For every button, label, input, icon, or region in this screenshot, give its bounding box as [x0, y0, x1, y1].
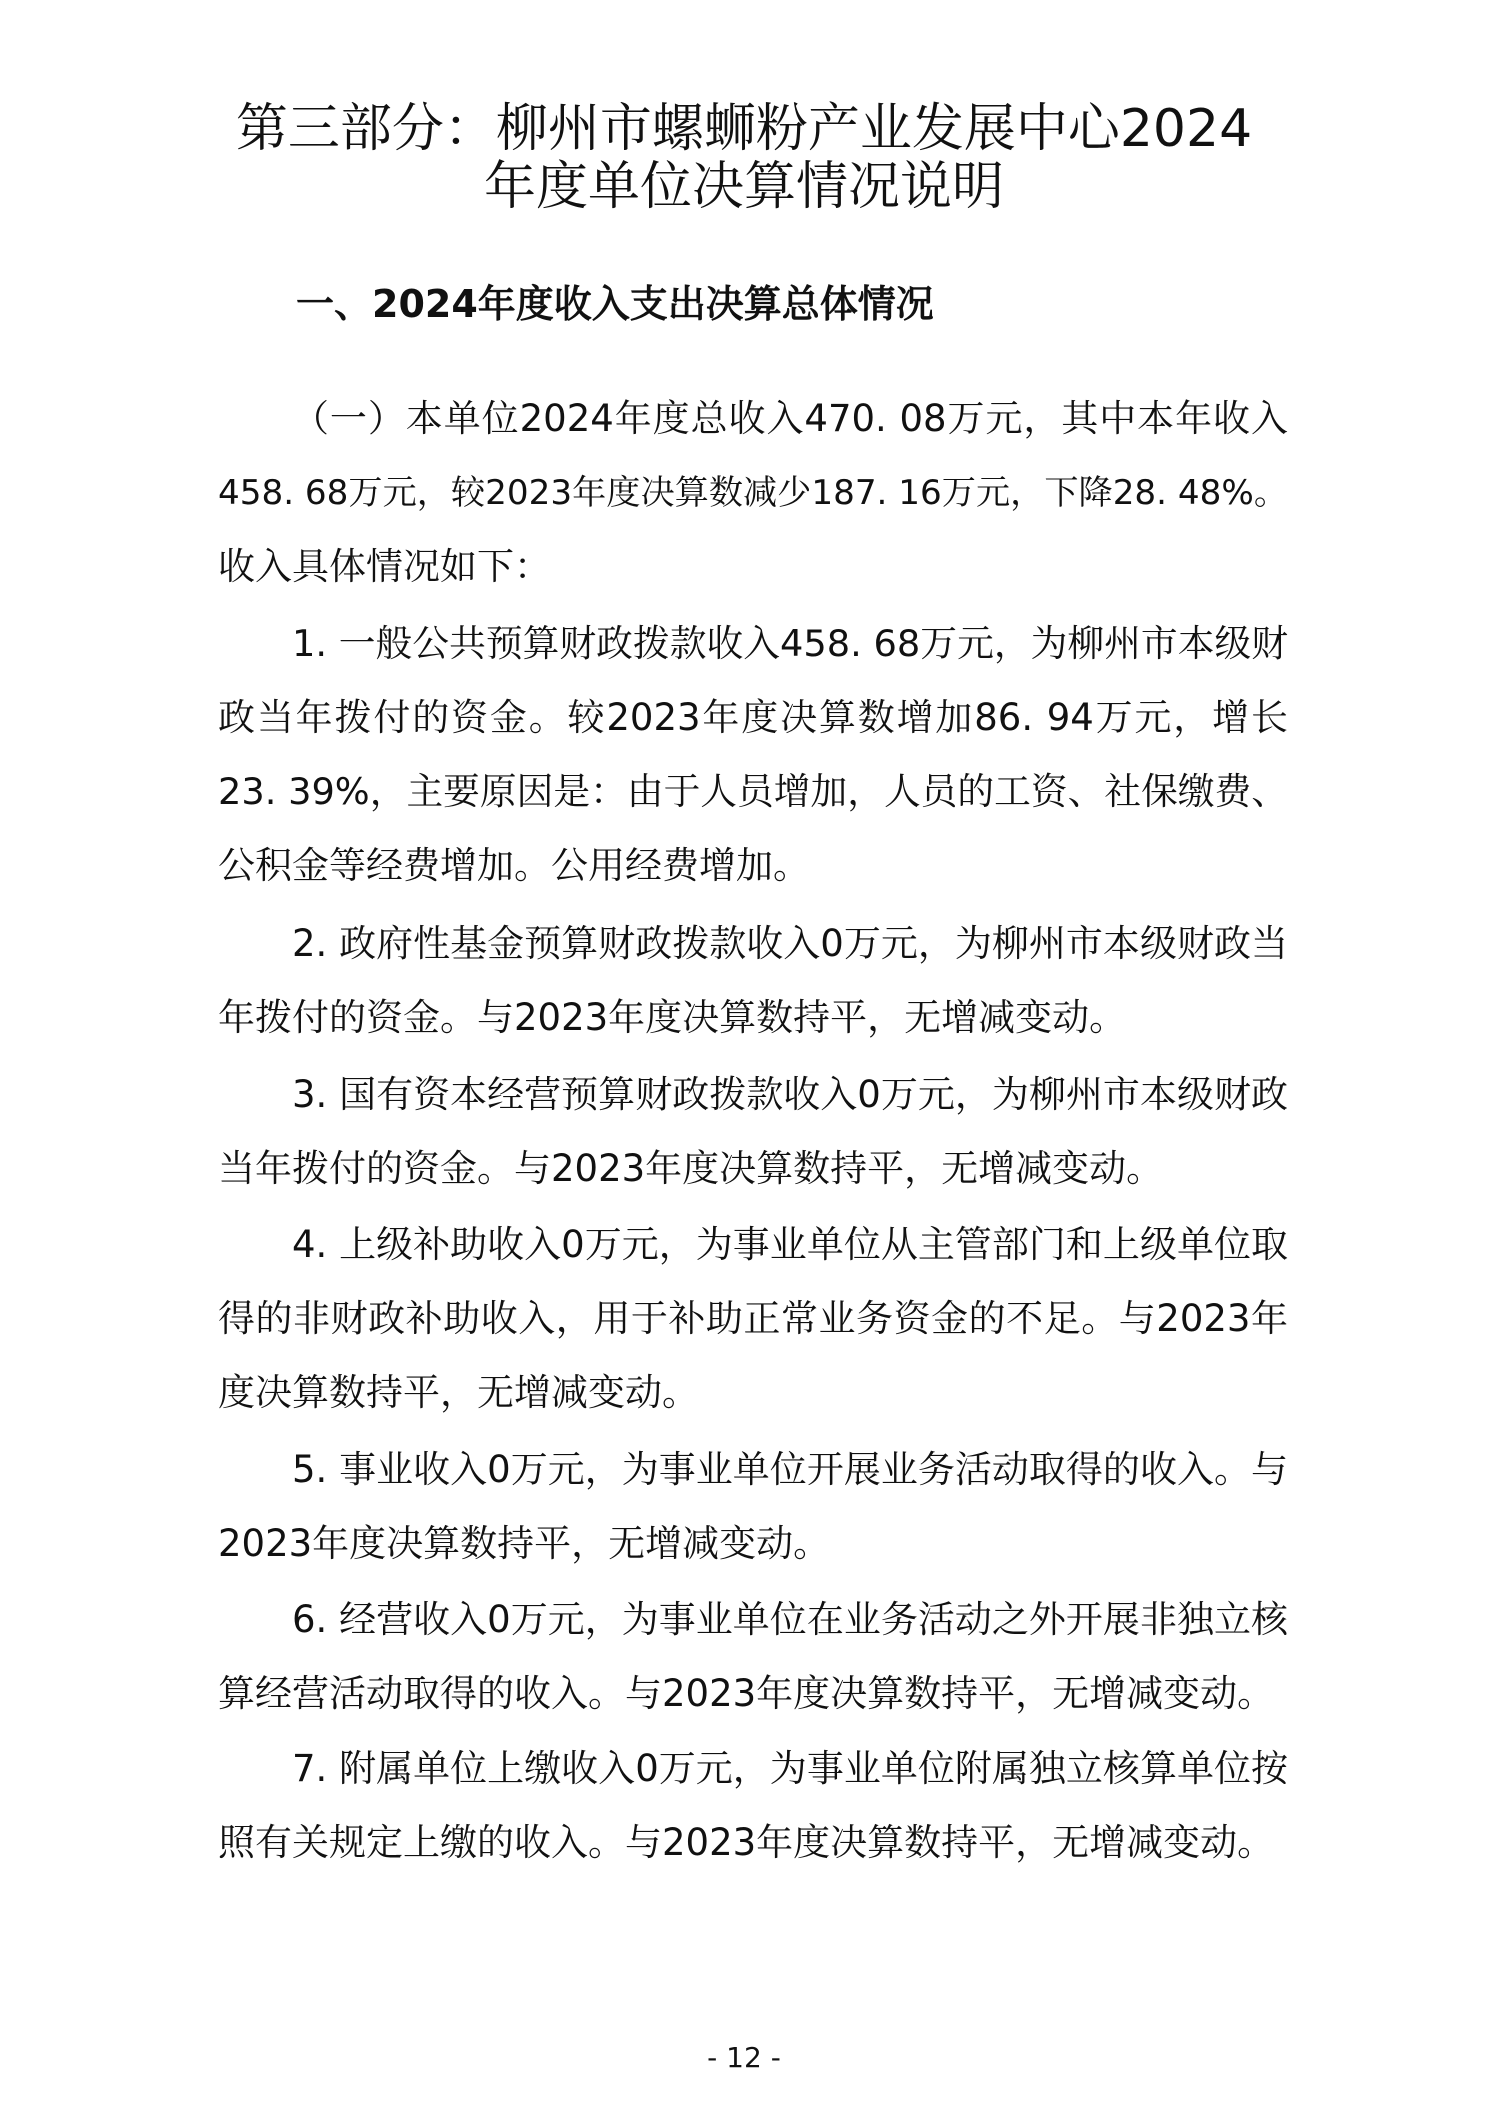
paragraph-line: 23. 39%，主要原因是：由于人员增加，人员的工资、社保缴费、 [218, 770, 1288, 813]
paragraph-line: （一）本单位2024年度总收入470. 08万元，其中本年收入 [292, 397, 1288, 440]
paragraph-line: 7. 附属单位上缴收入0万元，为事业单位附属独立核算单位按 [292, 1747, 1288, 1790]
paragraph-item-4 [218, 1208, 1288, 1430]
paragraph-line: 2023年度决算数持平，无增减变动。 [218, 1522, 831, 1565]
paragraph-line: 6. 经营收入0万元，为事业单位在业务活动之外开展非独立核 [292, 1598, 1288, 1641]
paragraph-line: 当年拨付的资金。与2023年度决算数持平，无增减变动。 [218, 1147, 1164, 1190]
paragraph-item-7 [218, 1732, 1288, 1880]
page-title [150, 100, 1338, 216]
title-line-1: 第三部分：柳州市螺蛳粉产业发展中心2024 [235, 99, 1253, 159]
paragraph-line: 2. 政府性基金预算财政拨款收入0万元，为柳州市本级财政当 [292, 922, 1288, 965]
paragraph-line: 度决算数持平，无增减变动。 [218, 1371, 699, 1414]
paragraph-line: 政当年拨付的资金。较2023年度决算数增加86. 94万元，增长 [218, 696, 1288, 739]
paragraph-item-3 [218, 1058, 1288, 1206]
paragraph-item-5 [218, 1433, 1288, 1581]
title-line-2: 年度单位决算情况说明 [483, 157, 1004, 217]
paragraph-line: 1. 一般公共预算财政拨款收入458. 68万元，为柳州市本级财 [292, 622, 1288, 665]
paragraph-item-6 [218, 1583, 1288, 1731]
section-heading: 一、2024年度收入支出决算总体情况 [296, 282, 934, 326]
paragraph-total-income [218, 382, 1288, 604]
paragraph-item-2 [218, 907, 1288, 1055]
paragraph-line: 3. 国有资本经营预算财政拨款收入0万元，为柳州市本级财政 [292, 1073, 1288, 1116]
paragraph-line: 5. 事业收入0万元，为事业单位开展业务活动取得的收入。与 [292, 1448, 1288, 1491]
paragraph-line: 收入具体情况如下： [218, 545, 551, 588]
paragraph-line: 年拨付的资金。与2023年度决算数持平，无增减变动。 [218, 996, 1127, 1039]
paragraph-line: 458. 68万元，较2023年度决算数减少187. 16万元，下降28. 48%。 [218, 473, 1288, 513]
paragraph-line: 照有关规定上缴的收入。与2023年度决算数持平，无增减变动。 [218, 1821, 1275, 1864]
paragraph-line: 公积金等经费增加。公用经费增加。 [218, 844, 810, 887]
paragraph-line: 得的非财政补助收入，用于补助正常业务资金的不足。与2023年 [218, 1297, 1288, 1340]
paragraph-item-1 [218, 607, 1288, 903]
paragraph-line: 算经营活动取得的收入。与2023年度决算数持平，无增减变动。 [218, 1672, 1275, 1715]
paragraph-line: 4. 上级补助收入0万元，为事业单位从主管部门和上级单位取 [292, 1223, 1288, 1266]
page-number: - 12 - [707, 2041, 781, 2074]
